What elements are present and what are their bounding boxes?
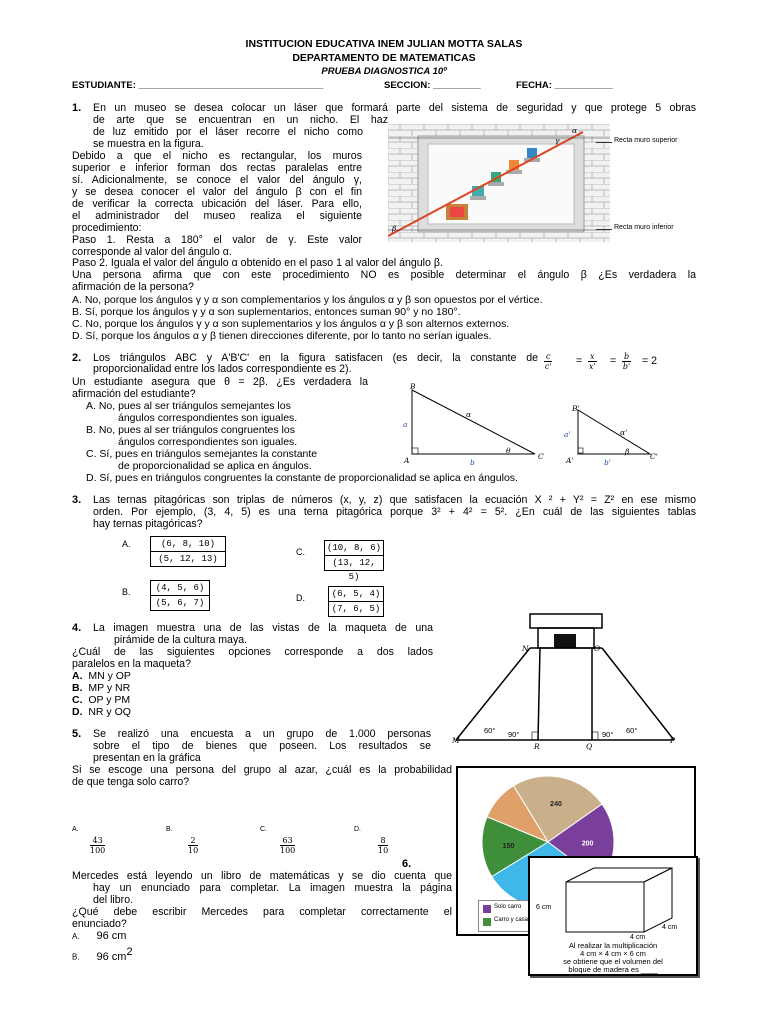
box-height-label: 6 cm (536, 904, 552, 911)
table-row: (10, 8, 6) (326, 543, 381, 553)
q4-line1: La imagen muestra una de las vistas de la maqueta de una (93, 622, 433, 634)
q5-option-d-fraction (378, 836, 388, 855)
q3-option-b-label[interactable]: B. (122, 587, 131, 597)
caption-line4: bloque de madera es ____ (568, 965, 658, 974)
legend-carro-casa: Carro y casa (494, 917, 529, 923)
q1-number: 1. (72, 102, 82, 114)
q5-line3: presentan en la gráfica (93, 752, 201, 764)
tri1-theta: θ (506, 446, 511, 455)
tri1-vertex-b: B (410, 382, 416, 391)
eq-sign-1: = (576, 355, 583, 367)
lower-wall-pointer (596, 229, 612, 230)
q3-line3: hay ternas pitagóricas? (93, 518, 203, 530)
q4-line3: ¿Cuál de las siguientes opciones corresponde a dos lados (72, 646, 433, 658)
q5-line1: Se realizó una encuesta a un grupo de 1.000 personas (93, 728, 431, 740)
q1-option-b[interactable]: B. Sí, porque los ángulos γ y α son suplementarios, entonces suman 90° y no 180°. (72, 306, 461, 318)
fraction-denominator: 10 (378, 846, 389, 855)
q1-option-a[interactable]: A. No, porque los ángulos γ y α son complementarios y los ángulos α y β son opuestos por el vértice. (72, 294, 543, 306)
q5-line5: de que tenga solo carro? (72, 776, 190, 788)
ratio-c-over-cp (544, 352, 552, 371)
q3-number: 3. (72, 494, 82, 506)
vertex-p-label: P (670, 736, 676, 745)
triangles-figure (400, 384, 670, 464)
q4-option-a[interactable]: A. MN y OP (72, 670, 131, 682)
legend-swatch-carro-casa (483, 918, 491, 926)
q6-line1: Mercedes está leyendo un libro de matemáticas y se dio cuenta que (72, 870, 452, 882)
q2-option-c[interactable]: C. Sí, pues en triángulos semejantes la constante (86, 448, 318, 460)
ratio-c: c (546, 352, 551, 361)
ratio-xp: x' (588, 362, 596, 371)
q1-paso1: Paso 1. Resta a 180° el valor de γ. Este valor (72, 234, 362, 246)
department-title: DEPARTAMENTO DE MATEMATICAS (292, 52, 476, 64)
q4-option-c[interactable]: C. OP y PM (72, 694, 131, 706)
q2-number: 2. (72, 352, 82, 364)
caption-line1: Al realizar la multiplicación (568, 941, 658, 950)
tri1-vertex-a: A (404, 456, 410, 465)
fraction-numerator: 43 (90, 836, 105, 846)
q1-claim1: Una persona afirma que con este procedimiento NO es posible determinar el ángulo β ¿Es verdadera la (72, 269, 696, 281)
q4-option-b[interactable]: B. MP y NR (72, 682, 131, 694)
q2-line3: Un estudiante asegura que θ = 2β. ¿Es verdadera la (72, 376, 368, 388)
box-depth-label: 4 cm (630, 934, 646, 941)
q3-option-a-label[interactable]: A. (122, 539, 131, 549)
q3-table-b[interactable] (150, 580, 210, 611)
table-row: (7, 6, 5) (329, 601, 383, 616)
q5-option-b-fraction (188, 836, 198, 855)
ratio-x: x (590, 352, 595, 361)
vertex-q-label: Q (586, 742, 593, 751)
q1-p5: de verificar la correcta ubicación del láser. Para ello, (72, 198, 362, 210)
tri2-vertex-a: A' (566, 456, 574, 465)
triangle-abc-prime (578, 410, 650, 454)
ratio-result: = 2 (642, 355, 658, 367)
tri1-side-b: b (470, 458, 475, 467)
q6-line3: del libro. (93, 894, 134, 906)
fraction-denominator: 100 (90, 846, 106, 855)
upper-wall-pointer (596, 142, 612, 143)
q5-number: 5. (72, 728, 82, 740)
pie-data-label-3: 150 (502, 843, 515, 851)
q1-paso1b: corresponde al valor del ángulo α. (72, 246, 232, 258)
q1-line1: En un museo se desea colocar un láser que formará parte del sistema de seguridad y que protege 5 obras (93, 102, 696, 114)
q1-p7: procedimiento: (72, 222, 142, 234)
eq-sign-2: = (610, 355, 617, 367)
book-caption (530, 942, 696, 974)
tri2-side-b: b' (604, 458, 611, 467)
q4-option-c-text: OP y PM (88, 694, 131, 706)
angle-60-right: 60° (626, 726, 638, 735)
q2-option-a[interactable]: A. No, pues al ser triángulos semejantes los (86, 400, 291, 412)
q1-line4: se muestra en la figura. (93, 138, 204, 150)
q5-option-b-label: B. (166, 826, 173, 833)
box-drawing (530, 864, 696, 944)
q5-option-c-fraction (280, 836, 295, 855)
pie-data-label-1: 200 (581, 840, 594, 848)
q5-line2: sobre el tipo de bienes que poseen. Los resultados se (93, 740, 431, 752)
niche-wall-graphic (388, 124, 610, 242)
q5-option-c-label: C. (260, 826, 267, 833)
table-row: (13, 12, 5) (325, 555, 383, 570)
caption-line3: se obtiene que el volumen del (563, 957, 663, 966)
tri2-beta: β (625, 447, 630, 456)
q2-line4: afirmación del estudiante? (72, 388, 196, 400)
table-row: (6, 8, 10) (160, 539, 215, 549)
student-field: ESTUDIANTE: ___________________________________ (72, 80, 324, 91)
q5-option-a-fraction (90, 836, 105, 855)
q6-line4: ¿Qué debe escribir Mercedes para completar correctamente el (72, 906, 452, 918)
q5-option-a[interactable] (72, 826, 106, 855)
q5-line4: Si se escoge una persona del grupo al azar, ¿cuál es la probabilidad (72, 764, 452, 776)
q4-option-b-text: MP y NR (88, 682, 131, 694)
fraction-numerator: 8 (378, 836, 388, 846)
table-row: (5, 6, 7) (151, 595, 209, 610)
q6-option-b-label: B. (72, 952, 80, 962)
legend-swatch-solo-carro (483, 905, 491, 913)
ratio-bp: b' (622, 362, 631, 371)
box-width-label: 4 cm (662, 924, 678, 931)
q2-line1: Los triángulos ABC y A'B'C' en la figura satisfacen (es decir, la constante de (93, 352, 538, 364)
q1-option-d[interactable]: D. Sí, porque los ángulos α y β tienen direcciones diferente, por lo tanto no serían iguales. (72, 330, 492, 342)
angle-90-right: 90° (602, 730, 614, 739)
q1-claim2: afirmación de la persona? (72, 281, 194, 293)
q4-number: 4. (72, 622, 82, 634)
q1-paso2: Paso 2. Iguala el valor del ángulo α obtenido en el paso 1 al valor del ángulo β. (72, 257, 443, 269)
q2-option-a-cont: ángulos correspondientes son iguales. (118, 412, 298, 424)
museum-niche-figure (388, 124, 610, 242)
q3-option-d-label[interactable]: D. (296, 593, 305, 603)
triangle-abc (412, 390, 535, 454)
q3-table-a[interactable] (150, 536, 226, 567)
q1-p1: Debido a que el nicho es rectangular, los muros (72, 150, 362, 162)
tri1-vertex-c: C (538, 452, 544, 461)
q6-option-b[interactable] (72, 946, 133, 964)
vertex-n-label: N (522, 644, 529, 653)
gamma-label: γ (555, 136, 560, 145)
tri1-alpha: α (466, 410, 472, 419)
q5-option-d-label: D. (354, 826, 361, 833)
upper-wall-label: Recta muro superior (614, 137, 678, 144)
caption-line2: 4 cm × 4 cm × 6 cm (580, 949, 646, 958)
q6-number: 6. (402, 858, 412, 870)
q4-option-d-text: NR y OQ (88, 706, 131, 718)
alpha-label: α (572, 126, 578, 135)
q6-option-a-text: 96 cm (96, 930, 127, 942)
q5-option-a-label: A. (72, 826, 79, 833)
q6-option-b-text: 96 cm (96, 950, 127, 963)
fraction-denominator: 100 (280, 846, 296, 855)
q6-line2: hay un enunciado para completar. La imagen muestra la página (93, 882, 452, 894)
angle-90-left: 90° (508, 730, 520, 739)
vertex-r-label: R (534, 742, 540, 751)
ratio-b: b (624, 352, 630, 361)
q6-option-b-sup: 2 (126, 946, 133, 958)
q6-option-a-label: A. (72, 932, 80, 941)
fraction-denominator: 10 (188, 846, 199, 855)
q6-line5: enunciado? (72, 918, 127, 930)
tri2-side-a: a' (564, 430, 571, 439)
q4-line2: pirámide de la cultura maya. (114, 634, 248, 646)
date-field: FECHA: ___________ (516, 80, 613, 91)
tri2-vertex-c: C' (650, 452, 658, 461)
institution-title: INSTITUCION EDUCATIVA INEM JULIAN MOTTA SALAS (245, 38, 523, 50)
q2-line2: proporcionalidad entre los lados correspondiente es 2). (93, 363, 352, 375)
section-field: SECCION: _________ (384, 80, 481, 91)
q2-option-d[interactable]: D. Sí, pues en triángulos congruentes la constante de proporcionalidad se aplica en ángulos. (86, 472, 518, 484)
fraction-numerator: 63 (280, 836, 295, 846)
table-row: (4, 5, 6) (155, 583, 205, 593)
tri2-alpha: α' (620, 428, 628, 437)
q5-option-b[interactable] (166, 826, 199, 855)
q1-p3: sí. Adicionalmente, se conoce el valor del ángulo γ, (72, 174, 362, 186)
test-title: PRUEBA DIAGNOSTICA 10º (321, 66, 447, 77)
fraction-numerator: 2 (188, 836, 198, 846)
table-row: (5, 12, 13) (151, 551, 225, 566)
tri1-side-a: a (403, 420, 408, 429)
q3-line1: Las ternas pitagóricas son triplas de números (x, y, z) que satisfacen la ecuación X ² + Y² = Z² en ese mismo (93, 494, 696, 506)
q4-line4: paralelos en la maqueta? (72, 658, 191, 670)
beta-label: β (392, 224, 397, 233)
q2-option-c-cont: de proporcionalidad se aplica en ángulos. (118, 460, 312, 472)
pie-data-label-0: 240 (550, 801, 562, 809)
q6-option-a[interactable] (72, 930, 126, 944)
q5-option-d[interactable] (354, 826, 389, 855)
q2-option-b[interactable]: B. No, pues al ser triángulos congruentes los (86, 424, 295, 436)
q3-option-c-label[interactable]: C. (296, 547, 305, 557)
q1-line2: de arte que se encuentran en un nicho. El haz (93, 114, 388, 126)
q2-option-b-cont: ángulos correspondientes son iguales. (118, 436, 298, 448)
q5-option-c[interactable] (260, 826, 296, 855)
q1-p2: superior e inferior forman dos rectas paralelas entre (72, 162, 362, 174)
q1-option-c[interactable]: C. No, porque los ángulos γ y α son suplementarios y los ángulos α y β son alternos externos. (72, 318, 510, 330)
q4-option-a-text: MN y OP (88, 670, 131, 682)
q1-line3: de luz emitido por el láser recorre el nicho como (93, 126, 363, 138)
lower-wall-label: Recta muro inferior (614, 224, 674, 231)
legend-solo-carro: Solo carro (494, 904, 522, 910)
q1-p4: y se desea conocer el valor del ángulo β con el fin (72, 186, 362, 198)
vertex-m-label: M (452, 736, 460, 745)
q3-table-d[interactable] (328, 586, 384, 617)
vertex-o-label: O (594, 644, 601, 653)
table-row: (6, 5, 4) (331, 589, 381, 599)
q3-line2: orden. Por ejemplo, (3, 4, 5) es una terna pitagórica porque 3² + 4² = 5². ¿En cuál de las siguientes tablas (93, 506, 696, 518)
q1-p6: el administrador del museo realiza el siguiente (72, 210, 362, 222)
ratio-cp: c' (544, 362, 552, 371)
tri2-vertex-b: B' (572, 404, 580, 413)
q3-table-c[interactable] (324, 540, 384, 582)
q4-option-d[interactable]: D. NR y OQ (72, 706, 131, 718)
ratio-b-over-bp (622, 352, 631, 371)
ratio-x-over-xp (588, 352, 597, 371)
angle-60-left: 60° (484, 726, 496, 735)
book-page (528, 856, 698, 976)
